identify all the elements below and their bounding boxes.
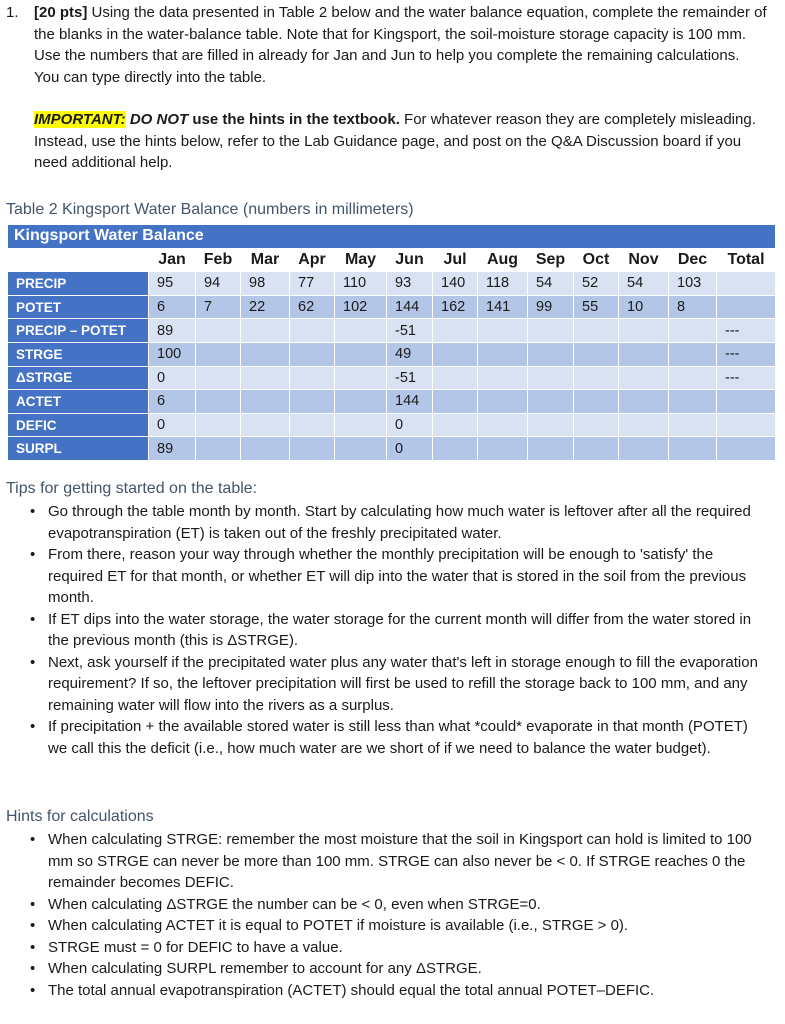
tips-item: • If ET dips into the water storage, the water storage for the current month will differ from the water stored in the previous month (this is ΔSTRGE). <box>30 609 770 652</box>
tips-item: • Go through the table month by month. Start by calculating how much water is leftover after all the required evapotranspiration (ET) is taken out of the freshly precipitated water. <box>30 501 770 544</box>
table-cell[interactable] <box>196 366 241 390</box>
table-cell[interactable]: 99 <box>528 295 574 319</box>
header-corner <box>8 248 149 272</box>
table-cell[interactable] <box>241 342 290 366</box>
table-cell[interactable]: 6 <box>149 295 196 319</box>
table-cell[interactable] <box>433 366 478 390</box>
tips-item: • Next, ask yourself if the precipitated water plus any water that's left in storage enough to fill the evaporation requirement? If so, the leftover precipitation will first be used to refill the storage back to 100 mm, and any remaining water will flow into the rivers as a surplus. <box>30 652 770 717</box>
table-cell[interactable] <box>433 437 478 461</box>
table-cell[interactable] <box>619 319 669 343</box>
table-cell[interactable]: 10 <box>619 295 669 319</box>
table-cell[interactable] <box>574 437 619 461</box>
table-cell[interactable]: 140 <box>433 272 478 296</box>
important-note <box>34 109 768 174</box>
table-cell[interactable] <box>335 390 387 414</box>
month-header-oct: Oct <box>574 248 619 272</box>
month-header-mar: Mar <box>241 248 290 272</box>
row-label: POTET <box>8 295 149 319</box>
table-cell[interactable] <box>717 390 776 414</box>
table-cell[interactable] <box>669 437 717 461</box>
table-cell[interactable] <box>241 366 290 390</box>
important-do-not: DO NOT <box>129 111 189 128</box>
question-points: [20 pts] <box>34 4 88 21</box>
table-row <box>8 437 776 461</box>
table-cell[interactable]: 89 <box>149 437 196 461</box>
table-cell[interactable] <box>196 413 241 437</box>
table-cell[interactable] <box>290 390 335 414</box>
table-cell[interactable] <box>574 319 619 343</box>
table-cell[interactable] <box>335 342 387 366</box>
row-label: ΔSTRGE <box>8 366 149 390</box>
table-cell[interactable] <box>478 413 528 437</box>
table-cell[interactable] <box>669 390 717 414</box>
table-cell[interactable] <box>196 319 241 343</box>
table-cell[interactable] <box>478 437 528 461</box>
table-row <box>8 366 776 390</box>
hints-heading: Hints for calculations <box>6 808 154 825</box>
table-cell[interactable] <box>619 366 669 390</box>
question-instructions: Using the data presented in Table 2 below and the water balance equation, complete the remainder of the blanks in the water-balance table. Note that for Kingsport, the soil-moisture storage capacity is 100 mm. Use the numbers that are filled in already for Jan and Jun to help you complete the remaining calculations. You can type directly into the table. <box>34 4 767 86</box>
table-cell[interactable] <box>717 272 776 296</box>
table-cell[interactable]: 0 <box>387 437 433 461</box>
table-cell[interactable] <box>478 390 528 414</box>
tips-heading: Tips for getting started on the table: <box>6 480 258 497</box>
month-header-dec: Dec <box>669 248 717 272</box>
table-cell[interactable]: 100 <box>149 342 196 366</box>
table-cell[interactable] <box>669 319 717 343</box>
row-label: ACTET <box>8 390 149 414</box>
table-cell[interactable] <box>528 413 574 437</box>
table-cell[interactable] <box>528 437 574 461</box>
table-cell[interactable]: 0 <box>149 366 196 390</box>
hints-item: • When calculating SURPL remember to account for any ΔSTRGE. <box>30 958 770 980</box>
table-cell[interactable]: 118 <box>478 272 528 296</box>
table-row <box>8 295 776 319</box>
table-cell[interactable] <box>528 366 574 390</box>
tips-list <box>30 501 770 759</box>
table-cell[interactable] <box>196 437 241 461</box>
table-cell[interactable] <box>290 319 335 343</box>
important-rest: For whatever reason they are completely misleading. Instead, use the hints below, refer to the Lab Guidance page, and post on the Q&A Discussion board if you need additional help. <box>34 111 756 171</box>
table-caption: Table 2 Kingsport Water Balance (numbers in millimeters) <box>6 201 414 218</box>
table-cell[interactable] <box>290 437 335 461</box>
table-cell[interactable]: --- <box>717 342 776 366</box>
table-cell[interactable]: --- <box>717 319 776 343</box>
table-cell[interactable] <box>241 437 290 461</box>
hints-item: • When calculating ΔSTRGE the number can be < 0, even when STRGE=0. <box>30 894 770 916</box>
table-cell[interactable] <box>335 413 387 437</box>
table-cell[interactable]: 62 <box>290 295 335 319</box>
question-text <box>34 2 768 88</box>
question-block <box>6 2 768 174</box>
table-row <box>8 272 776 296</box>
row-label: PRECIP <box>8 272 149 296</box>
month-header-apr: Apr <box>290 248 335 272</box>
table-cell[interactable]: 55 <box>574 295 619 319</box>
month-header-jan: Jan <box>149 248 196 272</box>
table-cell[interactable] <box>717 295 776 319</box>
table-cell[interactable]: 6 <box>149 390 196 414</box>
table-cell[interactable] <box>433 319 478 343</box>
table-cell[interactable] <box>478 342 528 366</box>
table-cell[interactable] <box>241 413 290 437</box>
table-cell[interactable] <box>669 366 717 390</box>
table-cell[interactable] <box>717 413 776 437</box>
table-cell[interactable] <box>528 390 574 414</box>
table-cell[interactable]: 94 <box>196 272 241 296</box>
month-header-sep: Sep <box>528 248 574 272</box>
table-title: Kingsport Water Balance <box>8 225 776 249</box>
table-cell[interactable] <box>574 342 619 366</box>
table-cell[interactable]: -51 <box>387 366 433 390</box>
hints-list <box>30 829 770 1001</box>
table-cell[interactable]: 162 <box>433 295 478 319</box>
table-cell[interactable] <box>433 390 478 414</box>
table-cell[interactable] <box>669 342 717 366</box>
table-cell[interactable] <box>241 319 290 343</box>
table-cell[interactable]: 0 <box>387 413 433 437</box>
table-cell[interactable] <box>241 390 290 414</box>
month-header-nov: Nov <box>619 248 669 272</box>
row-label: PRECIP – POTET <box>8 319 149 343</box>
table-cell[interactable] <box>196 342 241 366</box>
table-cell[interactable]: -51 <box>387 319 433 343</box>
table-cell[interactable] <box>478 366 528 390</box>
table-cell[interactable]: 89 <box>149 319 196 343</box>
table-cell[interactable] <box>196 390 241 414</box>
table-cell[interactable] <box>669 413 717 437</box>
table-cell[interactable]: 110 <box>335 272 387 296</box>
important-bold: use the hints in the textbook. <box>188 111 400 128</box>
table-title-row <box>8 225 776 249</box>
table-cell[interactable] <box>433 342 478 366</box>
table-cell[interactable]: 95 <box>149 272 196 296</box>
hints-item: • STRGE must = 0 for DEFIC to have a value. <box>30 937 770 959</box>
table-cell[interactable] <box>478 319 528 343</box>
table-cell[interactable]: 98 <box>241 272 290 296</box>
table-cell[interactable]: 8 <box>669 295 717 319</box>
table-cell[interactable] <box>290 413 335 437</box>
table-cell[interactable] <box>528 319 574 343</box>
table-cell[interactable] <box>619 342 669 366</box>
table-cell[interactable]: 93 <box>387 272 433 296</box>
table-cell[interactable] <box>290 342 335 366</box>
table-row <box>8 342 776 366</box>
month-header-row <box>8 248 776 272</box>
hints-item: • When calculating ACTET it is equal to POTET if moisture is available (i.e., STRGE > 0). <box>30 915 770 937</box>
table-cell[interactable]: 54 <box>528 272 574 296</box>
table-cell[interactable]: 102 <box>335 295 387 319</box>
row-label: SURPL <box>8 437 149 461</box>
table-cell[interactable] <box>335 366 387 390</box>
row-label: DEFIC <box>8 413 149 437</box>
water-balance-table <box>7 224 776 461</box>
table-cell[interactable]: 141 <box>478 295 528 319</box>
table-cell[interactable] <box>290 366 335 390</box>
table-cell[interactable] <box>335 437 387 461</box>
table-cell[interactable] <box>335 319 387 343</box>
table-cell[interactable] <box>619 413 669 437</box>
table-cell[interactable]: 7 <box>196 295 241 319</box>
month-header-aug: Aug <box>478 248 528 272</box>
hints-item: • When calculating STRGE: remember the most moisture that the soil in Kingsport can hold is limited to 100 mm so STRGE can never be more than 100 mm. STRGE can also never be < 0. If STRGE reaches 0 the remainder becomes DEFIC. <box>30 829 770 894</box>
row-label: STRGE <box>8 342 149 366</box>
table-cell[interactable] <box>528 342 574 366</box>
table-cell[interactable]: 103 <box>669 272 717 296</box>
table-cell[interactable]: 22 <box>241 295 290 319</box>
table-cell[interactable] <box>619 437 669 461</box>
table-cell[interactable]: 144 <box>387 295 433 319</box>
table-cell[interactable]: --- <box>717 366 776 390</box>
hints-item: • The total annual evapotranspiration (ACTET) should equal the total annual POTET–DEFIC. <box>30 980 770 1002</box>
table-row <box>8 413 776 437</box>
table-row <box>8 390 776 414</box>
table-cell[interactable] <box>574 366 619 390</box>
month-header-feb: Feb <box>196 248 241 272</box>
table-cell[interactable]: 49 <box>387 342 433 366</box>
table-cell[interactable] <box>717 437 776 461</box>
month-header-jun: Jun <box>387 248 433 272</box>
table-cell[interactable] <box>619 390 669 414</box>
table-cell[interactable]: 144 <box>387 390 433 414</box>
month-header-total: Total <box>717 248 776 272</box>
table-cell[interactable] <box>574 390 619 414</box>
table-cell[interactable]: 54 <box>619 272 669 296</box>
tips-item: • If precipitation + the available stored water is still less than what *could* evaporate in that month (POTET) we call this the deficit (i.e., how much water are we short of if we need to balance the water budget). <box>30 716 770 759</box>
table-cell[interactable]: 0 <box>149 413 196 437</box>
table-cell[interactable] <box>433 413 478 437</box>
table-cell[interactable] <box>574 413 619 437</box>
table-cell[interactable]: 52 <box>574 272 619 296</box>
table-cell[interactable]: 77 <box>290 272 335 296</box>
important-label: IMPORTANT: <box>34 111 126 128</box>
tips-item: • From there, reason your way through whether the monthly precipitation will be enough to 'satisfy' the required ET for that month, or whether ET will dip into the water that is stored in the soil from the previous month. <box>30 544 770 609</box>
question-number: 1. <box>6 4 19 21</box>
table-row <box>8 319 776 343</box>
month-header-jul: Jul <box>433 248 478 272</box>
month-header-may: May <box>335 248 387 272</box>
